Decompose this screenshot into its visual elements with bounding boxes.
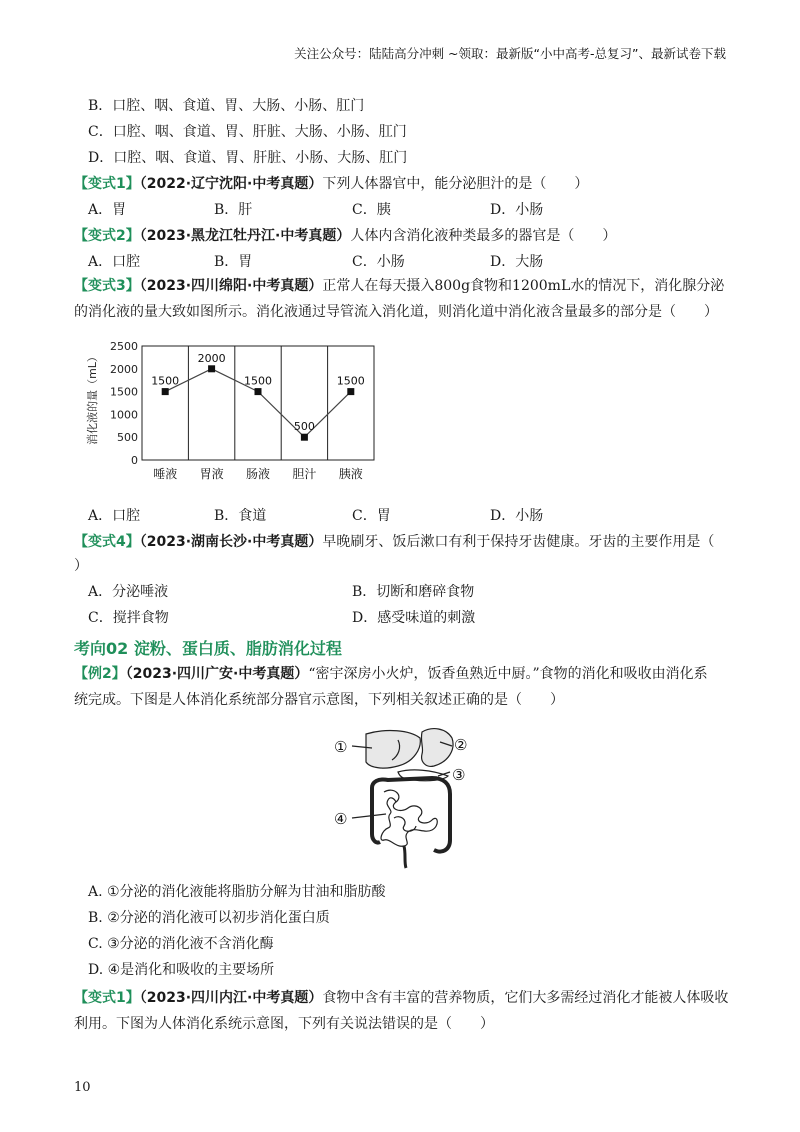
- data-label: 1500: [151, 374, 180, 388]
- option-c: C．小肠: [352, 254, 405, 270]
- y-tick-label: 2000: [110, 362, 138, 376]
- x-tick-label: 胃液: [199, 467, 224, 481]
- option-c: C．胃: [352, 508, 391, 524]
- option-c: C．搅拌食物: [88, 610, 169, 626]
- option-b: B．肝: [214, 202, 253, 218]
- question-source: （2023·湖南长沙·中考真题）: [139, 534, 323, 550]
- label-2: ②: [454, 736, 468, 754]
- y-tick-label: 2500: [110, 340, 138, 353]
- digestive-juice-chart: [80, 336, 380, 486]
- y-tick-label: 500: [117, 431, 138, 445]
- question-stem-cont: ）: [74, 558, 88, 574]
- option-a: A．口腔: [88, 254, 141, 270]
- prev-option-c: C．口腔、咽、食道、胃、肝脏、大肠、小肠、肛门: [88, 124, 407, 140]
- question-stem: 下列人体器官中，能分泌胆汁的是（ ）: [322, 176, 589, 192]
- option-b: B．切断和磨碎食物: [352, 584, 475, 600]
- question-tag: 【变式3】: [74, 278, 140, 294]
- option-a: A．胃: [88, 202, 127, 218]
- question-source: （2023·黑龙江牡丹江·中考真题）: [139, 228, 351, 244]
- liver-shape: [366, 731, 420, 769]
- data-label: 2000: [197, 351, 226, 365]
- prev-option-b: B．口腔、咽、食道、胃、大肠、小肠、肛门: [88, 98, 365, 114]
- label-3: ③: [452, 766, 466, 784]
- question-source: （2023·四川绵阳·中考真题）: [139, 278, 323, 294]
- option-c: C．胰: [352, 202, 391, 218]
- data-label: 1500: [244, 374, 272, 388]
- question-variant-2: [74, 226, 616, 246]
- y-tick-label: 1500: [110, 385, 138, 399]
- x-tick-label: 胰液: [338, 467, 363, 481]
- option-b: B. ②分泌的消化液可以初步消化蛋白质: [88, 910, 330, 926]
- label-1: ①: [334, 738, 348, 756]
- option-d: D．小肠: [490, 508, 544, 524]
- question-tag: 【变式1】: [74, 176, 140, 192]
- y-tick-label: 1000: [110, 408, 138, 422]
- question-source: （2023·四川内江·中考真题）: [139, 990, 323, 1006]
- question-variant-1: [74, 174, 588, 194]
- question-tag: 【例2】: [74, 666, 126, 682]
- x-tick-label: 胆汁: [292, 467, 317, 481]
- x-tick-label: 肠液: [245, 467, 271, 481]
- stomach-shape: [421, 729, 453, 767]
- question-stem-cont: 统完成。下图是人体消化系统部分器官示意图，下列相关叙述正确的是（ ）: [74, 692, 564, 708]
- page-number: 10: [74, 1080, 91, 1095]
- question-source: （2023·四川广安·中考真题）: [125, 666, 309, 682]
- label-4: ④: [334, 810, 348, 828]
- question-tag: 【变式4】: [74, 534, 140, 550]
- option-c: C. ③分泌的消化液不含消化酶: [88, 936, 274, 952]
- y-axis-label: 消化液的量（mL）: [86, 351, 99, 445]
- question-stem: 正常人在每天摄入800g食物和1200mL水的情况下，消化腺分泌: [322, 278, 725, 294]
- section-title: 考向02 淀粉、蛋白质、脂肪消化过程: [74, 639, 342, 658]
- question-stem: “密宇深房小火炉，饭香鱼熟近中厨。”食物的消化和吸收由消化系: [308, 666, 708, 682]
- example-2: [74, 664, 708, 684]
- option-d: D. ④是消化和吸收的主要场所: [88, 962, 275, 978]
- page-header: 关注公众号：陆陆高分冲刺 ~领取：最新版“小中高考-总复习”、最新试卷下载: [294, 46, 726, 61]
- option-a: A．口腔: [88, 508, 141, 524]
- option-b: B．胃: [214, 254, 253, 270]
- question-stem-cont: 利用。下图为人体消化系统示意图，下列有关说法错误的是（ ）: [74, 1016, 494, 1032]
- data-point: [255, 388, 262, 395]
- data-point: [301, 434, 308, 441]
- option-d: D．感受味道的刺激: [352, 610, 476, 626]
- data-point: [162, 388, 169, 395]
- question-stem-cont: 的消化液的量大致如图所示。消化液通过导管流入消化道，则消化道中消化液含量最多的部分是（ ）: [74, 304, 718, 320]
- data-point: [208, 365, 215, 372]
- small-intestine-shape: [381, 790, 437, 846]
- prev-option-d: D．口腔、咽、食道、胃、肝脏、小肠、大肠、肛门: [88, 150, 408, 166]
- data-label: 1500: [336, 374, 365, 388]
- option-d: D．小肠: [490, 202, 544, 218]
- option-d: D．大肠: [490, 254, 544, 270]
- y-tick-label: 0: [131, 454, 138, 467]
- data-label: 500: [293, 420, 315, 434]
- question-stem: 人体内含消化液种类最多的器官是（ ）: [350, 228, 617, 244]
- question-stem: 早晚刷牙、饭后漱口有利于保持牙齿健康。牙齿的主要作用是（: [322, 534, 715, 550]
- x-tick-label: 唾液: [153, 467, 178, 481]
- question-tag: 【变式2】: [74, 228, 140, 244]
- question-variant-4: [74, 532, 714, 552]
- question-variant-3: [74, 276, 724, 296]
- question-tag: 【变式1】: [74, 990, 140, 1006]
- question-source: （2022·辽宁沈阳·中考真题）: [139, 176, 323, 192]
- digestive-system-diagram: [328, 722, 478, 872]
- question-variant-1b: [74, 988, 728, 1008]
- option-b: B．食道: [214, 508, 267, 524]
- question-stem: 食物中含有丰富的营养物质，它们大多需经过消化才能被人体吸收: [322, 990, 729, 1006]
- option-a: A. ①分泌的消化液能将脂肪分解为甘油和脂肪酸: [88, 884, 386, 900]
- data-point: [347, 388, 354, 395]
- option-a: A．分泌唾液: [88, 584, 169, 600]
